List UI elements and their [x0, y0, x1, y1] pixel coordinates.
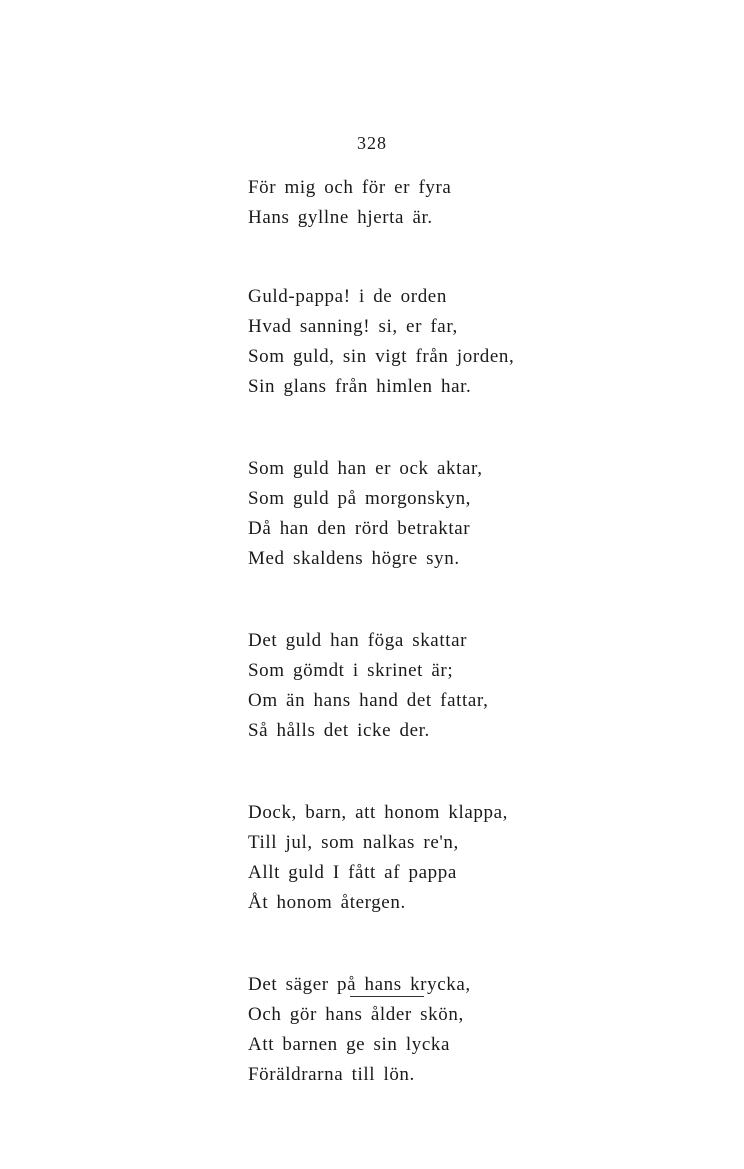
- poem-line: För mig och för er fyra: [248, 177, 452, 198]
- stanza: [248, 626, 578, 746]
- poem-line: Allt guld I fått af pappa: [248, 862, 457, 883]
- poem-line: Som guld på morgonskyn,: [248, 488, 472, 509]
- poem-line: Sin glans från himlen har.: [248, 376, 472, 397]
- end-rule-divider: [350, 996, 424, 998]
- stanza: [248, 454, 578, 574]
- poem-line: Det säger på hans krycka,: [248, 974, 471, 995]
- poem-line: Till jul, som nalkas re'n,: [248, 832, 459, 853]
- poem-line: Om än hans hand det fattar,: [248, 690, 489, 711]
- stanza: [248, 798, 578, 918]
- stanza: [248, 282, 578, 402]
- poem-line: Som gömdt i skrinet är;: [248, 660, 454, 681]
- poem-line: Med skaldens högre syn.: [248, 548, 460, 569]
- poem-line: Och gör hans ålder skön,: [248, 1004, 464, 1025]
- poem-line: Dock, barn, att honom klappa,: [248, 802, 508, 823]
- poem-line: Det guld han föga skattar: [248, 630, 468, 651]
- poem-line: Hans gyllne hjerta är.: [248, 207, 433, 228]
- poem-line: Som guld han er ock aktar,: [248, 458, 483, 479]
- poem-line: Då han den rörd betraktar: [248, 518, 471, 539]
- stanza: [248, 173, 578, 233]
- poem-line: Som guld, sin vigt från jorden,: [248, 346, 515, 367]
- poem-line: Guld-pappa! i de orden: [248, 286, 447, 307]
- stanza: [248, 970, 578, 1090]
- poem-line: Så hålls det icke der.: [248, 720, 430, 741]
- poem-line: Att barnen ge sin lycka: [248, 1034, 451, 1055]
- page-number: 328: [357, 133, 387, 153]
- poem-line: Åt honom återgen.: [248, 892, 406, 913]
- poem-line: Hvad sanning! si, er far,: [248, 316, 458, 337]
- poem-line: Föräldrarna till lön.: [248, 1064, 415, 1085]
